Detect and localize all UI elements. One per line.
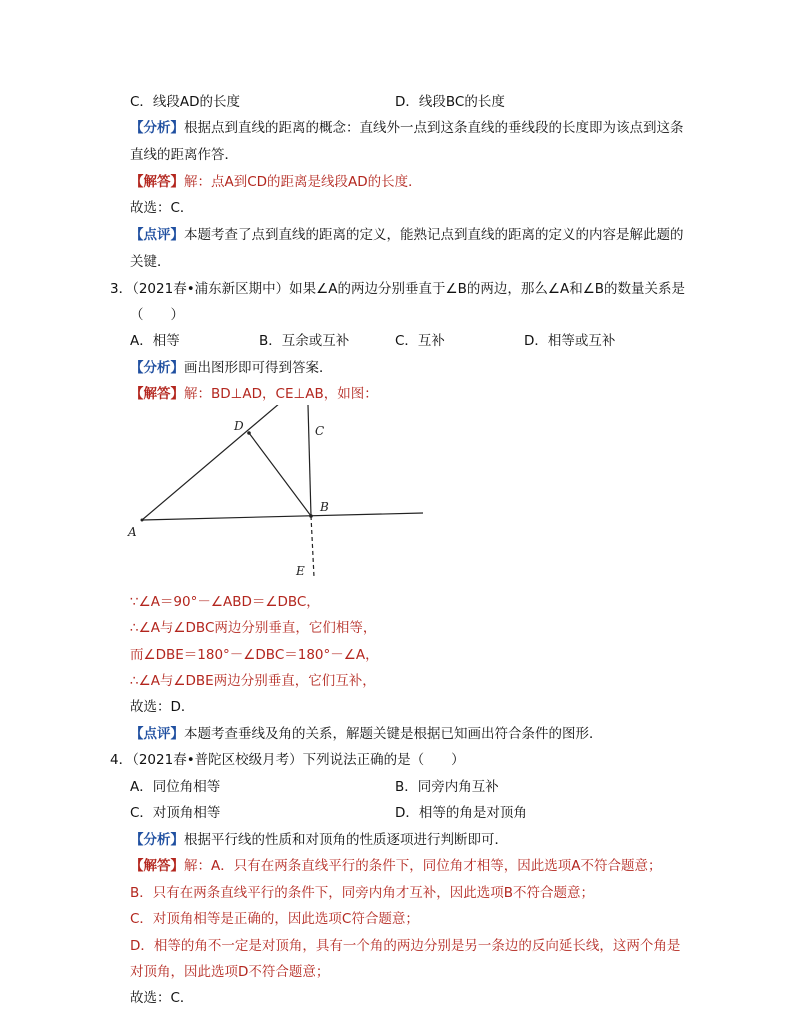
analysis-tag: 【分析】 bbox=[130, 360, 184, 376]
q4-option-b: B．同旁内角互补 bbox=[395, 779, 499, 795]
q3-choice: 故选：D． bbox=[130, 699, 195, 715]
q3-answer bbox=[130, 384, 378, 404]
q2-comment-cont: 关键． bbox=[130, 254, 171, 270]
q3-step-3: 而∠DBE＝180°－∠DBC＝180°－∠A， bbox=[130, 647, 379, 663]
q3-analysis bbox=[130, 358, 333, 378]
q3-stem: 3．（2021春•浦东新区期中）如果∠A的两边分别垂直于∠B的两边，那么∠A和∠B的数量关系是 bbox=[110, 281, 686, 297]
q4-stem: 4．（2021春•普陀区校级月考）下列说法正确的是（ ） bbox=[110, 752, 465, 768]
comment-tag: 【点评】 bbox=[130, 726, 184, 742]
q2-analysis-text: 根据点到直线的距离的概念：直线外一点到这条直线的垂线段的长度即为该点到这条 bbox=[184, 120, 684, 136]
label-b: B bbox=[320, 500, 329, 514]
q3-comment bbox=[130, 724, 603, 744]
q4-answer-line-a: 解：A．只有在两条直线平行的条件下，同位角才相等，因此选项A不符合题意； bbox=[184, 858, 662, 874]
segment-db bbox=[249, 433, 311, 516]
q3-option-d: D．相等或互补 bbox=[524, 333, 616, 349]
line-cb bbox=[308, 405, 311, 516]
q3-analysis-text: 画出图形即可得到答案． bbox=[184, 360, 333, 376]
q4-answer-line-c: C．对顶角相等是正确的，因此选项C符合题意； bbox=[130, 911, 419, 927]
answer-tag: 【解答】 bbox=[130, 174, 184, 190]
q3-answer-text: 解：BD⊥AD，CE⊥AB，如图： bbox=[184, 386, 378, 402]
q2-comment bbox=[130, 225, 684, 245]
label-a: A bbox=[128, 525, 137, 539]
q4-choice: 故选：C． bbox=[130, 990, 194, 1006]
dashed-be bbox=[311, 516, 314, 577]
q4-analysis bbox=[130, 830, 508, 850]
point-b bbox=[309, 514, 313, 518]
q3-comment-text: 本题考查垂线及角的关系，解题关键是根据已知画出符合条件的图形． bbox=[184, 726, 603, 742]
q4-option-a: A．同位角相等 bbox=[130, 779, 221, 795]
q2-comment-text: 本题考查了点到直线的距离的定义，能熟记点到直线的距离的定义的内容是解此题的 bbox=[184, 227, 684, 243]
q3-step-1: ∵∠A＝90°－∠ABD＝∠DBC， bbox=[130, 594, 320, 610]
q3-step-4: ∴∠A与∠DBE两边分别垂直，它们互补， bbox=[130, 673, 376, 689]
comment-tag: 【点评】 bbox=[130, 227, 184, 243]
q2-analysis-cont: 直线的距离作答． bbox=[130, 147, 238, 163]
q4-answer bbox=[130, 856, 661, 876]
label-e: E bbox=[296, 564, 305, 578]
q3-step-2: ∴∠A与∠DBC两边分别垂直，它们相等， bbox=[130, 620, 377, 636]
line-a-to-ray bbox=[142, 405, 280, 520]
q2-answer bbox=[130, 172, 422, 192]
point-a bbox=[141, 519, 144, 522]
analysis-tag: 【分析】 bbox=[130, 832, 184, 848]
analysis-tag: 【分析】 bbox=[130, 120, 184, 136]
q4-answer-line-b: B．只有在两条直线平行的条件下，同旁内角才互补，因此选项B不符合题意； bbox=[130, 885, 595, 901]
q4-analysis-text: 根据平行线的性质和对顶角的性质逐项进行判断即可． bbox=[184, 832, 508, 848]
q4-option-c: C．对顶角相等 bbox=[130, 805, 221, 821]
q4-answer-line-d-cont: 对顶角，因此选项D不符合题意； bbox=[130, 964, 330, 980]
answer-tag: 【解答】 bbox=[130, 386, 184, 402]
q3-option-c: C．互补 bbox=[395, 333, 445, 349]
q4-option-d: D．相等的角是对顶角 bbox=[395, 805, 527, 821]
q2-analysis bbox=[130, 118, 684, 138]
q3-option-b: B．互余或互补 bbox=[259, 333, 350, 349]
point-d bbox=[247, 431, 251, 435]
q2-option-d: D．线段BC的长度 bbox=[395, 94, 505, 110]
label-d: D bbox=[234, 419, 244, 433]
q3-stem-cont: （ ） bbox=[130, 307, 184, 323]
q3-option-a: A．相等 bbox=[130, 333, 180, 349]
q2-choice: 故选：C． bbox=[130, 200, 194, 216]
answer-tag: 【解答】 bbox=[130, 858, 184, 874]
q2-answer-text: 解：点A到CD的距离是线段AD的长度． bbox=[184, 174, 422, 190]
line-ab bbox=[142, 513, 423, 520]
q3-geometry-figure bbox=[120, 405, 440, 585]
q4-answer-line-d: D．相等的角不一定是对顶角，具有一个角的两边分别是另一条边的反向延长线，这两个角是 bbox=[130, 938, 681, 954]
q2-option-c: C．线段AD的长度 bbox=[130, 94, 241, 110]
label-c: C bbox=[315, 424, 325, 438]
